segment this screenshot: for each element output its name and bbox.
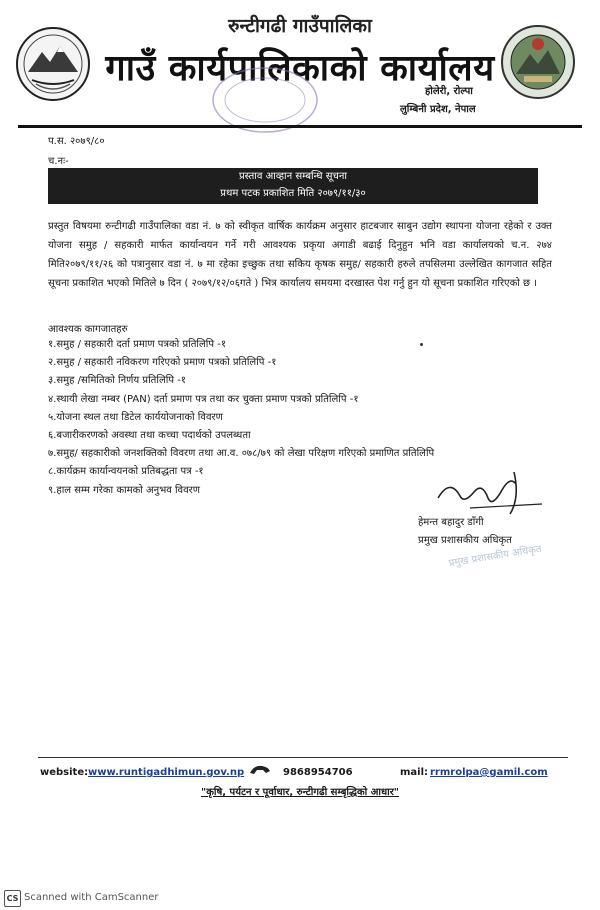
list-item: १.समुह / सहकारी दर्ता प्रमाण पत्रको प्रतिलिपि -१ [48,339,227,350]
footer-divider [38,757,568,758]
phone-icon [248,762,272,776]
signatory-title: प्रमुख प्रशासकीय अधिकृत [418,535,512,546]
list-item: ४.स्थायी लेखा नम्बर (PAN) दर्ता प्रमाण पत्र तथा कर चुक्ता प्रमाण पत्रको प्रतिलिपि -१ [48,393,359,405]
stray-dot [420,343,423,346]
email-link[interactable]: rrmrolpa@gamil.com [430,767,548,778]
requirements-list [48,336,434,500]
notice-title: प्रस्ताव आव्हान सम्बन्धि सूचना [238,171,347,182]
patra-sankhya: प.स. २०७९/८० [48,136,105,147]
list-item: ५.योजना स्थल तथा डिटेल कार्ययोजनाको विवरण [48,411,223,423]
mail-label: mail: [400,767,429,778]
notice-body: प्रस्तुत विषयमा रुन्टीगढी गाउँपालिका वडा नं. ७ को स्वीकृत वार्षिक कार्यक्रम अनुसार हाटबजार साबुन उद्योग स्थापना योजना रहेको र उक्त योजना समुह / सहकारी मार्फत कार्यान्वयन गर्ने गरी आवश्यक प्रकृया अगाडी बढाई दिनुहुन भनि वडा कार्यालयको च.न. २७४ मिति२०७९/११/२६ को पत्रानुसार वडा नं. ७ मा रहेका इच्छुक तथा सकिय कृषक समुह/ सहकारी हरुले तपसिलमा उल्लेखित कागजात सहित सूचना प्रकाशित भएको मितिले ७ दिन ( २०७९/१२/०६गते ) भित्र कार्यालय समयमा दरखास्त पेश गर्नु हुन यो सूचना प्रकाशित गरिएको छ । [48,221,552,289]
list-item: ८.कार्यक्रम कार्यान्वयनको प्रतिबद्धता पत्र -१ [48,466,204,478]
camscanner-logo: CS [4,890,21,907]
list-item: ६.बजारीकरणको अवस्था तथा कच्चा पदार्थको उपलब्धता [48,430,251,442]
address-line-1: होलेरी, रोल्पा [425,86,473,97]
list-item: ७.समुह/ सहकारीको जनशक्तिको विवरण तथा आ.व. ०७८/७९ को लेखा परिक्षण गरिएको प्रमाणित प्रतिलिपि [48,448,435,460]
footer-slogan [0,784,600,798]
phone-number: 9868954706 [283,767,353,778]
slogan-text: "कृषि, पर्यटन र पूर्वाधार, रुन्टीगढी सम्बृद्धिको आधार" [201,787,399,798]
list-item: ३.समुह /समितिको निर्णय प्रतिलिपि -१ [48,375,187,387]
office-stamp [205,60,325,140]
header-divider [18,125,582,128]
municipality-name: रुन्टीगढी गाउँपालिका [228,15,372,37]
office-name: गाउँ कार्यपालिकाको कार्यालय [105,48,495,89]
address-line-2: लुम्बिनी प्रदेश, नेपाल [400,104,476,115]
website-label: website: [40,767,89,778]
list-item: २.समुह / सहकारी नविकरण गरिएको प्रमाण पत्रको प्रतिलिपि -१ [48,357,277,369]
camscanner-watermark: Scanned with CamScanner [24,892,159,903]
faded-designation-stamp: प्रमुख प्रशासकीय अधिकृत [447,543,543,570]
signatory-name: हेमन्त बहादुर डाँगी [418,517,484,528]
notice-header-box [48,168,538,204]
notice-subtitle: प्रथम पटक प्रकाशित मिति २०७९/११/३० [220,188,366,199]
website-link[interactable]: www.runtigadhimun.gov.np [88,767,245,778]
list-item: ९.हाल सम्म गरेका कामको अनुभव विवरण [48,484,201,496]
handwritten-signature [430,468,550,518]
requirements-title: आवश्यक कागजातहरु [48,324,128,335]
chalani-number: च.नः- [48,156,69,167]
